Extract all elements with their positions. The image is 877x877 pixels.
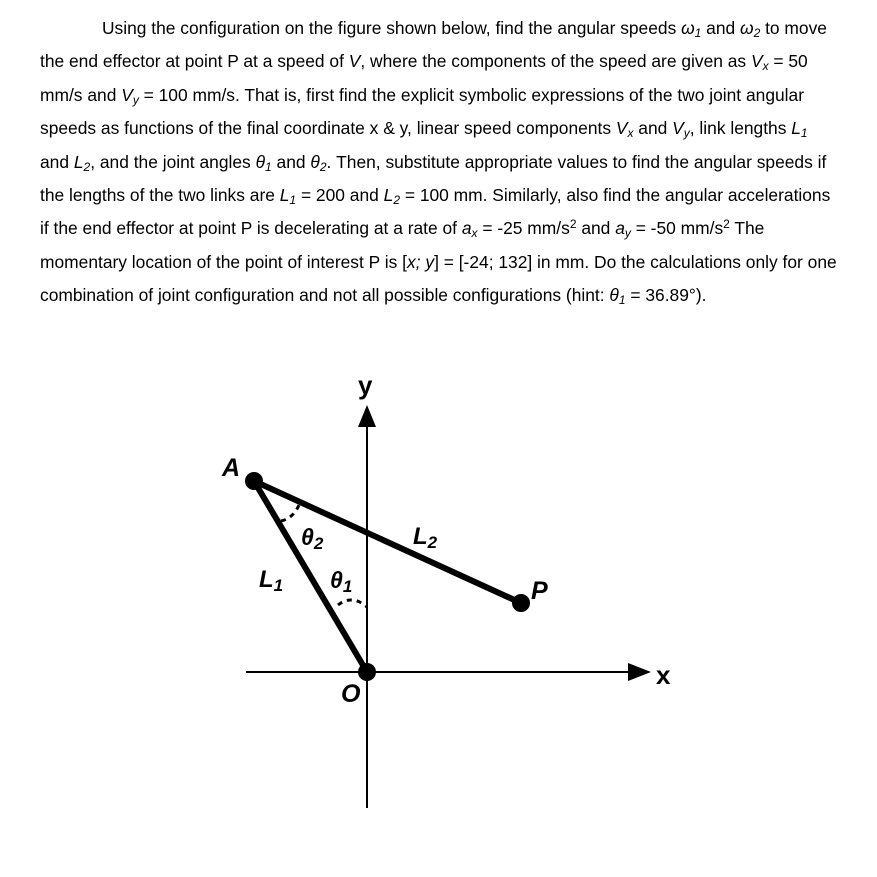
joint-A [245,472,263,490]
theta2-label: θ2 [301,524,324,553]
point-P-label: P [531,577,548,605]
theta1-label: θ1 [330,567,353,596]
link-L2 [254,481,521,603]
point-A-label: A [222,454,241,482]
joint-O [358,663,376,681]
end-effector-P [512,594,530,612]
x-axis-arrowhead [628,663,651,681]
link-L2-label: L2 [413,523,438,552]
y-axis-label: y [358,370,373,400]
problem-paragraph: Using the configuration on the figure shown below, find the angular speeds $\omega_1$ and $\omega_2$ to move the end effector at point P at a speed of V, where the components of the speed are given as $V_x = 50$ mm/s and $V_y = 100$ mm/s. That is, first find the explicit symbolic expressions of the two joint angular speeds as functions of the final coordinate x & y, linear speed components $V_x$ and $V_y$, link lengths $L_1$ and $L_2$, and the joint angles $\theta_1$ and $\theta_2$. Then, substitute appropriate values to find the angular speeds if the lengths of the two links are $L_1 = 200$ and $L_2 = 100$ mm. Similarly, also find the angular accelerations if the end effector at point P is decelerating at a rate of $a_x = -25$ $mm/s^2$ and $a_y = -50$ $mm/s^2$ The momentary location of the point of interest P is [x; y] = [-24; 132] in mm. Do the calculations only for one combination of joint configuration and not all possible configurations (hint: $\theta_1 = 36.89^\circ$). [40,18,837,308]
x-axis-label: x [656,660,671,690]
theta1-angle-arc [338,600,367,607]
y-axis-arrowhead [358,405,376,427]
link-L1-label: L1 [259,566,284,595]
point-O-label: O [341,680,361,708]
